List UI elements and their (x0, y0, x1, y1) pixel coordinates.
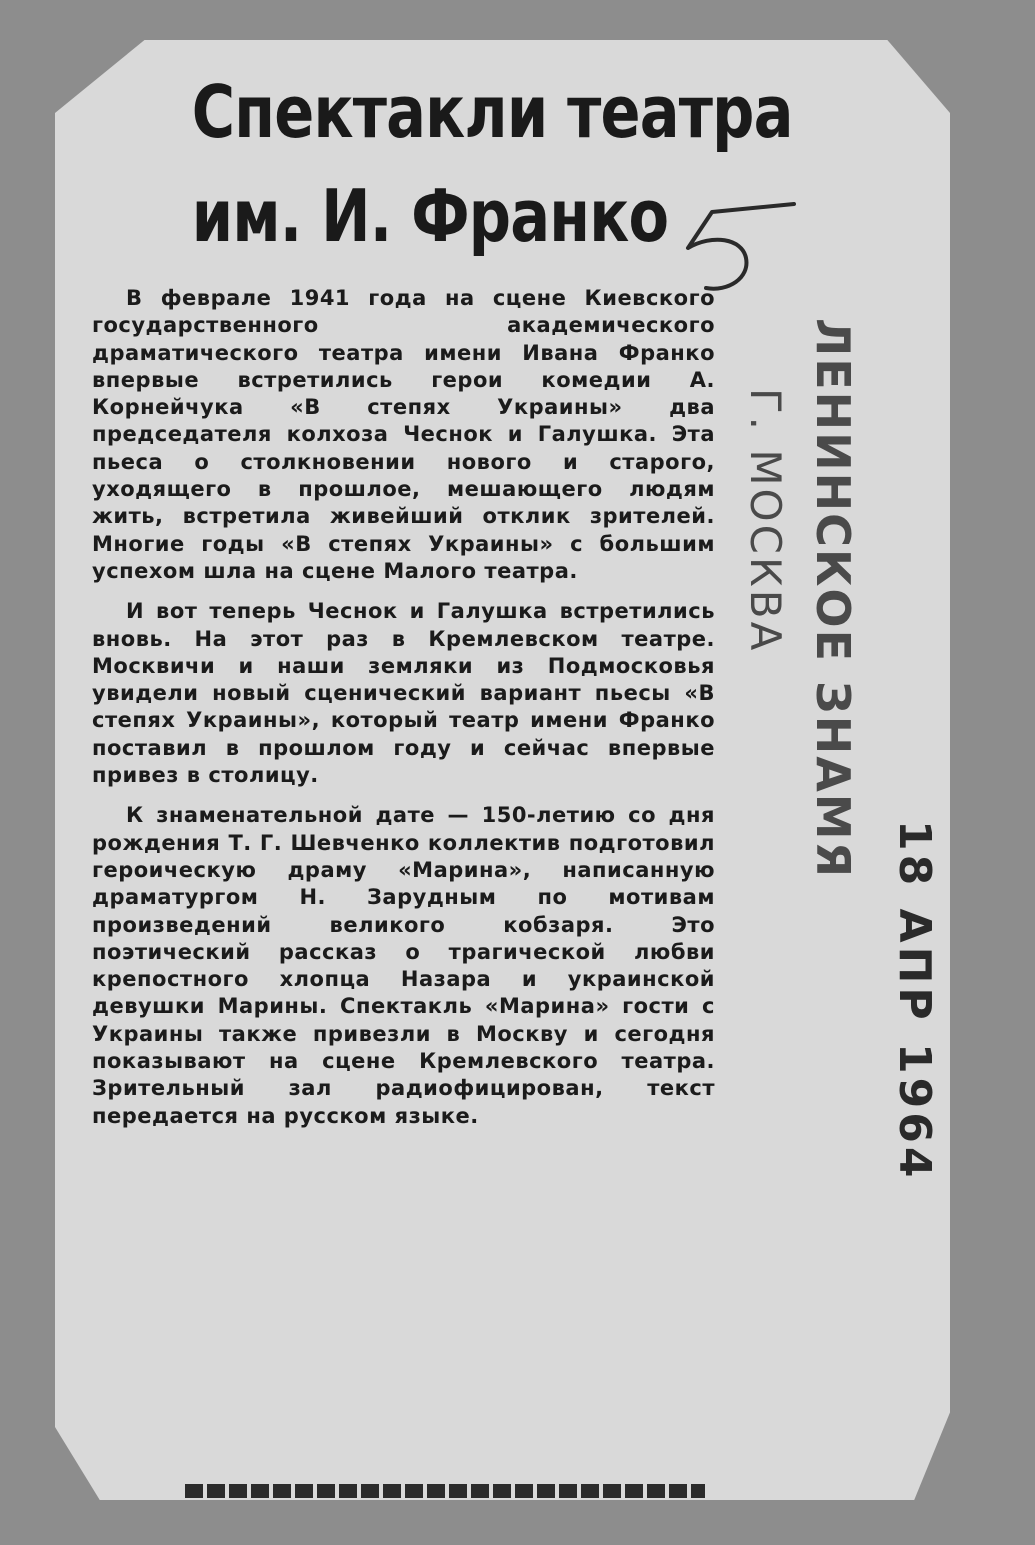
headline-line-1: Спектакли театра (191, 70, 793, 154)
decorative-border (185, 1484, 705, 1498)
article-paragraph-1: В феврале 1941 года на сцене Киевского государственного академического драматического театра имени Ивана Франко впервые встретились герои комедии А. Корнейчука «В степях Украины» два председателя колхоза Чеснок и Галушка. Эта пьеса о столкновении нового и старого, уходящего в прошлое, мешающего людям жить, встретила живейший отклик зрителей. Многие годы «В степях Украины» с большим успехом шла на сцене Малого театра. (92, 286, 715, 583)
article-headline (145, 60, 793, 268)
handwritten-mark (672, 190, 802, 300)
article-body (92, 285, 715, 1143)
headline-line-2: им. И. Франко (191, 174, 669, 258)
article-paragraph-3: К знаменательной дате — 150-летию со дня рождения Т. Г. Шевченко коллектив подготовил героическую драму «Марина», написанную драматургом Н. Зарудным по мотивам произведений великого кобзаря. Это поэтический рассказ о трагической любви крепостного хлопца Назара и украинской девушки Марины. Спектакль «Марина» гости с Украины также привезли в Москву и сегодня показывают на сцене Кремлевского театра. Зрительный зал радиофицирован, текст передается на русском языке. (92, 803, 715, 1128)
article-paragraph-2: И вот теперь Чеснок и Галушка встретились вновь. На этот раз в Кремлевском театре. Москвичи и наши земляки из Подмосковья увидели новый сценический вариант пьесы «В степях Украины», который театр имени Франко поставил в прошлом году и сейчас впервые привез в столицу. (92, 599, 715, 788)
newspaper-name-stamp: ЛЕНИНСКОЕ ЗНАМЯ (806, 318, 860, 879)
city-stamp: Г. МОСКВА (741, 388, 790, 654)
date-stamp: 18 АПР 1964 (889, 820, 940, 1182)
